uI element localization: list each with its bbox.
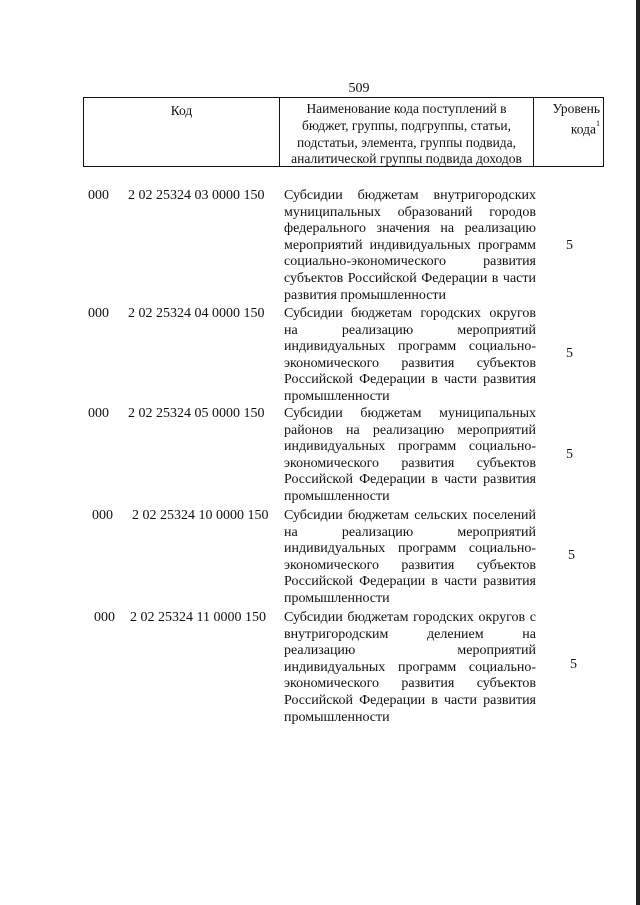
header-level-label: Уровень кода (552, 101, 600, 137)
code-level: 5 (566, 238, 573, 253)
admin-code: 000 (88, 306, 109, 321)
revenue-name: Субсидии бюджетам городских округов с внутригородским делением на реализацию мероприятий индивидуальных программ социально-экономического развития субъектов Российской Федерации в части развития промышленности (284, 610, 536, 725)
revenue-name: Субсидии бюджетам внутригородских муниципальных образований городов федерального значения на реализацию мероприятий индивидуальных программ социально-экономического развития субъектов Российской Федерации в части развития промышленности (284, 188, 536, 303)
revenue-name: Субсидии бюджетам сельских поселений на реализацию мероприятий индивидуальных программ социально-экономического развития субъектов Российской Федерации в части развития промышленности (284, 508, 536, 606)
header-level (534, 98, 604, 166)
code-level: 5 (568, 548, 575, 563)
revenue-code: 2 02 25324 11 0000 150 (130, 610, 266, 625)
page-edge (636, 0, 640, 905)
revenue-code: 2 02 25324 10 0000 150 (132, 508, 269, 523)
code-level: 5 (566, 346, 573, 361)
footnote-mark: 1 (596, 118, 600, 128)
admin-code: 000 (88, 406, 109, 421)
admin-code: 000 (94, 610, 115, 625)
revenue-code: 2 02 25324 04 0000 150 (128, 306, 265, 321)
revenue-name: Субсидии бюджетам муниципальных районов на реализацию мероприятий индивидуальных программ социально-экономического развития субъектов Российской Федерации в части развития промышленности (284, 406, 536, 504)
code-level: 5 (570, 657, 577, 672)
revenue-code: 2 02 25324 05 0000 150 (128, 406, 265, 421)
revenue-name: Субсидии бюджетам городских округов на реализацию мероприятий индивидуальных программ социально-экономического развития субъектов Российской Федерации в части развития промышленности (284, 306, 536, 404)
header-name: Наименование кода поступлений в бюджет, группы, подгруппы, статьи, подстатьи, элемента, группы подвида, аналитической группы подвида доходов (280, 98, 534, 166)
admin-code: 000 (88, 188, 109, 203)
header-code: Код (84, 98, 280, 166)
revenue-code: 2 02 25324 03 0000 150 (128, 188, 265, 203)
code-level: 5 (566, 447, 573, 462)
page-number: 509 (348, 81, 370, 96)
table-header (83, 97, 604, 167)
admin-code: 000 (92, 508, 113, 523)
